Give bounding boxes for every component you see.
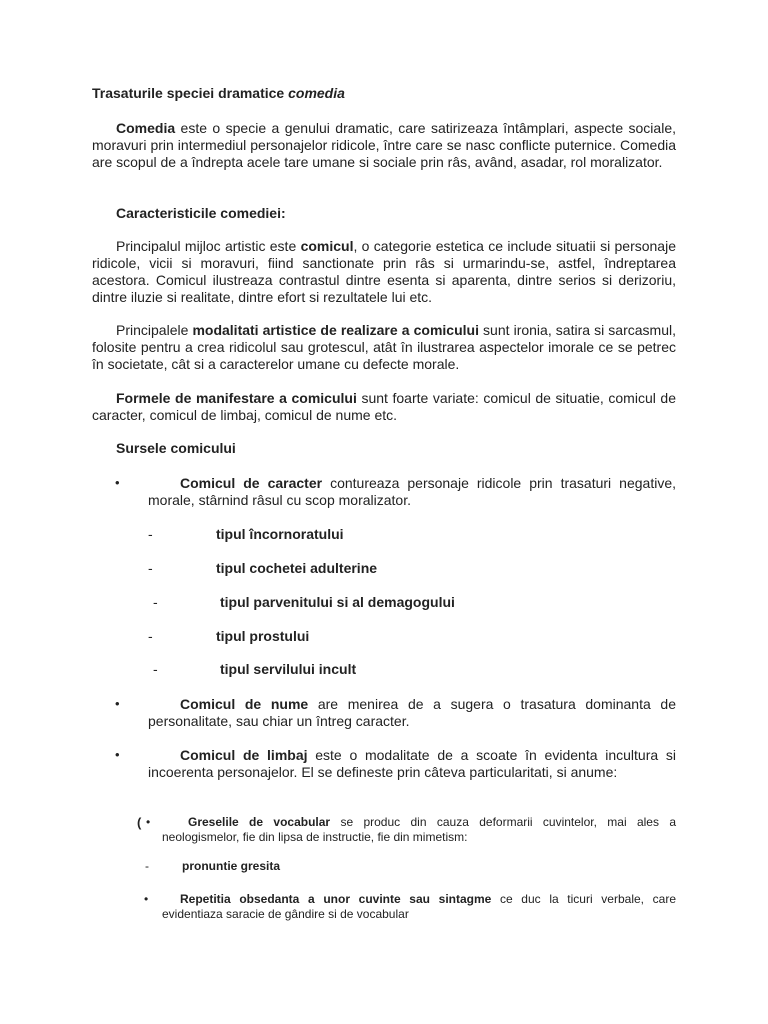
sub-dash-item: pronuntie gresita (182, 859, 281, 873)
bullet-comic-caracter: Comicul de caracter contureaza personaje ridicole prin trasaturi negative, morale, stârnind râsul cu scop moralizator. (148, 475, 676, 508)
paragraph-artistic-modalities: Principalele modalitati artistice de realizare a comicului sunt ironia, satira si sarcasmul, folosite pentru a crea ridicolul sau grotescul, atât în ilustrarea aspectelor imorale ce se petrec în societate, cât si a caracterelor umane cu defecte morale. (92, 322, 676, 372)
bullet-marker: • (115, 747, 120, 762)
document-title: Trasaturile speciei dramatice comedia (92, 85, 345, 101)
heading-sources: Sursele comicului (116, 440, 236, 456)
type-item: tipul servilului incult (220, 661, 357, 677)
paragraph-comic-means: Principalul mijloc artistic este comicul, o categorie estetica ce include situatii si personaje ridicole, vicii si moravuri, fiind sanctionate prin râs si urmarindu-se, astfel, îndreptarea acestora. Comicul ilustreaza contrastul dintre esenta si aparenta, dintre serios si derizoriu, dintre iluzie si realitate, dintre efort si rezultatele lui etc. (92, 238, 676, 305)
type-item: tipul prostului (216, 628, 310, 644)
sub-bullet-marker: • (146, 815, 151, 829)
paren-marker: ( (137, 815, 142, 830)
bullet-marker: • (115, 475, 120, 490)
sub-bullet-repetitia: Repetitia obsedanta a unor cuvinte sau sintagme ce duc la ticuri verbale, care evidentiaza saracie de gândire si de vocabular (162, 892, 676, 921)
paragraph-forms: Formele de manifestare a comicului sunt foarte variate: comicul de situatie, comicul de caracter, comicul de limbaj, comicul de nume etc. (92, 390, 676, 423)
bullet-comic-nume: Comicul de nume are menirea de a sugera o trasatura dominanta de personalitate, sau chiar un întreg caracter. (148, 696, 676, 729)
dash-marker: - (145, 859, 149, 873)
type-item: tipul cochetei adulterine (216, 560, 378, 576)
dash-marker: - (148, 560, 153, 576)
type-item: tipul parvenitului si al demagogului (220, 594, 455, 610)
dash-marker: - (148, 628, 153, 644)
dash-marker: - (153, 661, 158, 677)
dash-marker: - (153, 594, 158, 610)
sub-bullet-marker: • (144, 892, 149, 906)
heading-characteristics: Caracteristicile comediei: (116, 205, 286, 221)
type-item: tipul încornoratului (216, 526, 344, 542)
bullet-comic-limbaj: Comicul de limbaj este o modalitate de a scoate în evidenta incultura si incoerenta personajelor. El se defineste prin câteva particularitati, si anume: (148, 747, 676, 780)
sub-bullet-greseli: Greselile de vocabular se produc din cauza deformarii cuvintelor, mai ales a neologismelor, fie din lipsa de instructie, fie din mimetism: (162, 815, 677, 844)
bullet-marker: • (115, 696, 120, 711)
dash-marker: - (148, 526, 153, 542)
paragraph-comedia-definition: Comedia este o specie a genului dramatic, care satirizeaza întâmplari, aspecte sociale, moravuri prin intermediul personajelor ridicole, între care se nasc conflicte puternice. Comedia are scopul de a îndrepta acele tare umane si sociale prin râs, având, asadar, rol moralizator. (92, 120, 676, 170)
